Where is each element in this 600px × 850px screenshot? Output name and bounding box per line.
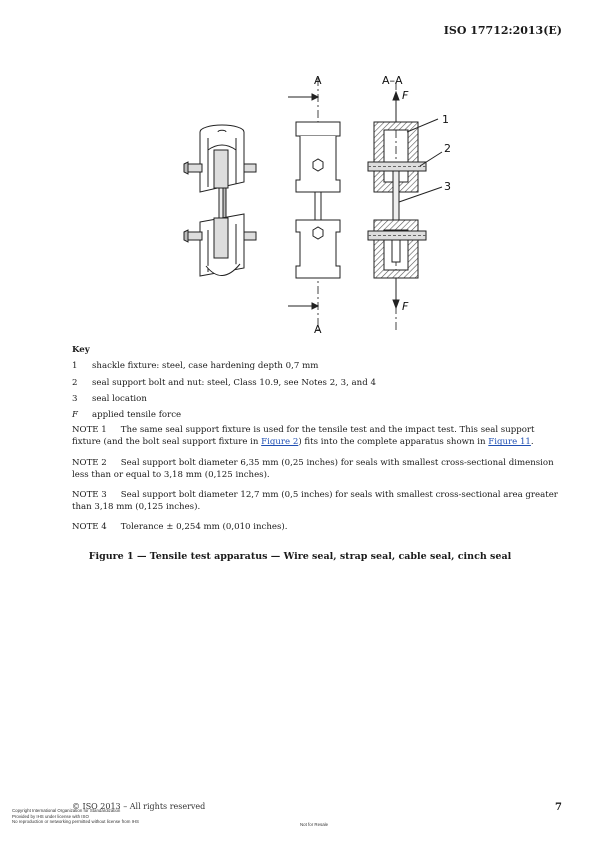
key-item <box>72 391 376 407</box>
note-label: NOTE 1 <box>72 425 107 435</box>
section-title: A–A <box>382 74 403 87</box>
copyright-footer: © ISO 2013 – All rights reserved <box>72 802 206 811</box>
figure-caption: Figure 1 — Tensile test apparatus — Wire seal, strap seal, cable seal, cinch seal <box>88 551 512 562</box>
resale-notice: Not for Resale <box>300 822 329 827</box>
force-label-bottom: F <box>402 300 409 313</box>
key-symbol: 1 <box>72 361 78 372</box>
section-view <box>368 82 442 332</box>
note-1 <box>72 424 564 449</box>
note-label: NOTE 2 <box>72 458 107 468</box>
section-marker-bottom: A <box>314 323 322 336</box>
note-text: Tolerance ± 0,254 mm (0,010 inches). <box>120 522 288 532</box>
key-symbol: 3 <box>72 393 78 404</box>
isometric-view <box>184 125 256 276</box>
license-line: Copyright International Organization for Standardization <box>12 808 121 813</box>
note-label: NOTE 3 <box>72 490 107 500</box>
note-3 <box>72 489 564 514</box>
note-text: Seal support bolt diameter 6,35 mm (0,25 inches) for seals with smallest cross-sectional dimension less than or equal to 3,18 mm (0,125 inches). <box>72 458 554 481</box>
key-title: Key <box>72 345 90 355</box>
license-notice <box>12 808 139 825</box>
page-number: 7 <box>555 802 562 813</box>
tensile-apparatus-figure <box>170 70 470 340</box>
note-text: The same seal support fixture is used for the tensile test and the impact test. This seal support fixture (and the bolt seal support fixture in <box>72 425 535 448</box>
note-4 <box>72 521 564 533</box>
key-text: applied tensile force <box>92 410 182 421</box>
callout-2: 2 <box>444 142 451 155</box>
key-item <box>72 375 376 391</box>
key-symbol: F <box>72 410 78 421</box>
force-label-top: F <box>402 89 409 102</box>
license-line: No reproduction or networking permitted without license from IHS <box>12 819 139 825</box>
note-label: NOTE 4 <box>72 522 107 532</box>
figure-key <box>72 342 376 424</box>
note-text: ) fits into the complete apparatus shown in <box>298 437 489 448</box>
note-text: Seal support bolt diameter 12,7 mm (0,5 inches) for seals with smallest cross-sectional area greater than 3,18 mm (0,125 inches). <box>72 490 558 513</box>
callout-3: 3 <box>444 180 451 193</box>
section-marker-top: A <box>314 74 322 87</box>
figure-11-link[interactable]: Figure 11 <box>488 437 531 448</box>
note-text: . <box>530 437 534 448</box>
note-2 <box>72 457 564 482</box>
key-symbol: 2 <box>72 377 78 388</box>
figure-2-link[interactable]: Figure 2 <box>261 437 299 448</box>
callout-1: 1 <box>442 113 449 126</box>
document-header: ISO 17712:2013(E) <box>443 24 562 37</box>
key-text: shackle fixture: steel, case hardening depth 0,7 mm <box>92 361 319 372</box>
front-view <box>288 78 340 332</box>
key-text: seal location <box>92 393 147 404</box>
key-text: seal support bolt and nut: steel, Class 10.9, see Notes 2, 3, and 4 <box>92 377 376 388</box>
license-line: Provided by IHS under license with ISO <box>12 813 89 819</box>
key-item <box>72 407 376 423</box>
key-item <box>72 358 376 374</box>
